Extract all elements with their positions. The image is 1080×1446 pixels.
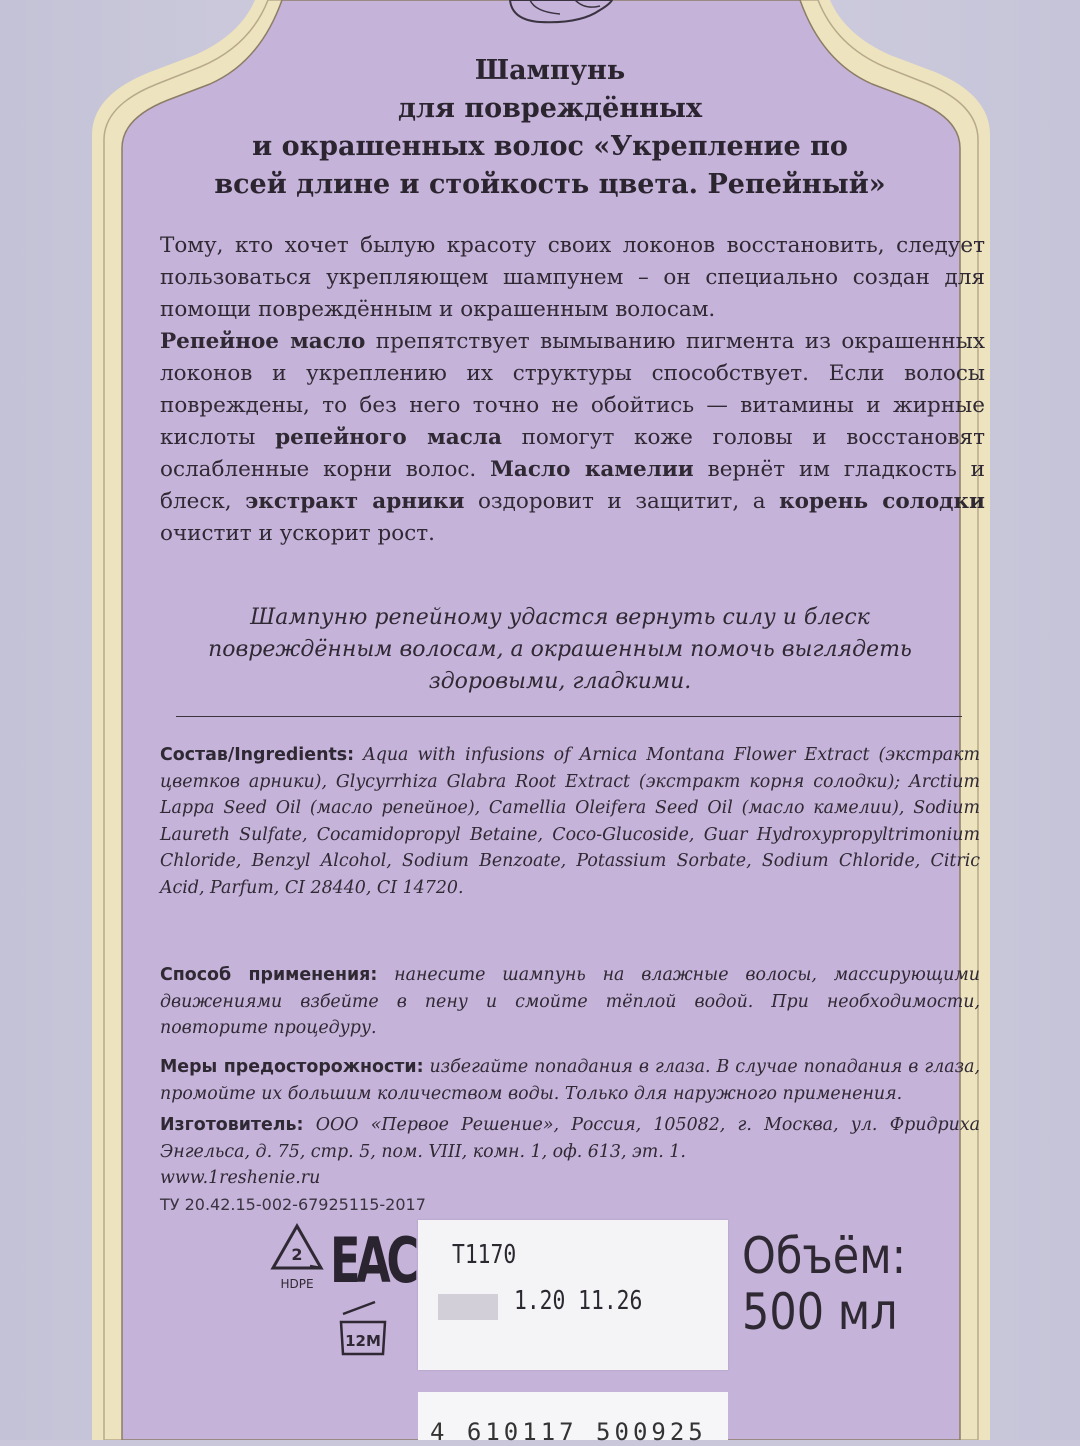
precautions-text: избегайте попадания в глаза. В случае попадания в глаза, промойте их большим количеством воды. Только для наружного применения. (160, 1057, 980, 1104)
batch-dates: 1.20 11.26 (514, 1286, 643, 1316)
description-text: препятствует вымыванию пигмента из окрашенных локонов и укреплению их структуры способствует. Если волосы повреждены, то без него точно не обойтись — витамины и жирные кислоты (160, 329, 985, 450)
pao-label: 12M (345, 1332, 381, 1350)
product-title (150, 52, 950, 204)
description-paragraph-1: Тому, кто хочет былую красоту своих локонов восстановить, следует пользоваться укрепляющем шампунем – он специально создан для помощи повреждённым и окрашенным волосам. (160, 233, 985, 322)
product-description (160, 230, 985, 550)
technical-standard: ТУ 20.42.15-002-67925115-2017 (160, 1194, 426, 1214)
batch-number: T1170 (452, 1240, 517, 1270)
volume-info (742, 1228, 906, 1340)
highlight-burdock-oil-2: репейного масла (275, 425, 502, 450)
volume-label: Объём: (742, 1227, 907, 1285)
recycle-hdpe-icon (268, 1222, 326, 1294)
eac-mark: EAC (330, 1224, 415, 1297)
barcode-digits: 4 610117 500925 (430, 1418, 707, 1446)
highlight-burdock-oil: Репейное масло (160, 329, 366, 354)
recycle-material: HDPE (280, 1277, 314, 1291)
highlight-licorice-root: корень солодки (779, 489, 985, 514)
highlight-arnica-extract: экстракт арники (245, 489, 465, 514)
manufacturer-block (160, 1112, 980, 1218)
pao-jar-icon (335, 1300, 391, 1358)
usage-text: нанесите шампунь на влажные волосы, массирующими движениями взбейте в пену и смойте тёплой водой. При необходимости, повторите процедуру. (160, 965, 980, 1038)
description-text: оздоровит и защитит, а (464, 489, 780, 514)
title-line-4: всей длине и стойкость цвета. Репейный» (214, 169, 886, 200)
title-line-1: Шампунь (474, 55, 626, 86)
composition-label: Состав/Ingredients: (160, 745, 355, 765)
manufacturer-label: Изготовитель: (160, 1115, 304, 1135)
precautions-label: Меры предосторожности: (160, 1057, 424, 1077)
manufacturer-text: ООО «Первое Решение», Россия, 105082, г. Москва, ул. Фридриха Энгельса, д. 75, стр. 5, пом. VIII, комн. 1, оф. 613, эт. 1. (160, 1115, 980, 1162)
description-paragraph-2 (160, 326, 985, 550)
recycle-number: 2 (291, 1245, 303, 1264)
precautions-block (160, 1054, 980, 1107)
manufacturer-line (160, 1112, 980, 1165)
website: www.1reshenie.ru (160, 1168, 321, 1188)
usage-block (160, 962, 980, 1042)
highlight-camellia-oil: Масло камелии (490, 457, 694, 482)
title-line-3: и окрашенных волос «Укрепление по (252, 131, 848, 162)
composition-block (160, 742, 980, 901)
composition-text: Aqua with infusions of Arnica Montana Flower Extract (экстракт цветков арники), Glycyrrhiza Glabra Root Extract (экстракт корня солодки); Arctium Lappa Seed Oil (масло репейное), Camellia Oleifera Seed Oil (масло камелии), Sodium Laureth Sulfate, Cocamidopropyl Betaine, Coco-Glucoside, Guar Hydroxypropyltrimonium Chloride, Benzyl Alcohol, Sodium Benzoate, Potassium Sorbate, Sodium Chloride, Citric Acid, Parfum, CI 28440, CI 14720. (160, 745, 980, 898)
divider (176, 716, 962, 717)
description-text: вернёт им гладкость и блеск, (160, 457, 985, 514)
title-line-2: для повреждённых (397, 93, 703, 124)
volume-value: 500 мл (742, 1283, 898, 1341)
usage-label: Способ применения: (160, 965, 378, 985)
sticker-smudge (438, 1294, 498, 1320)
description-text: помогут коже головы и восстановят ослабленные корни волос. (160, 425, 985, 482)
batch-sticker (418, 1220, 728, 1370)
tagline: Шампуню репейному удастся вернуть силу и блеск повреждённым волосам, а окрашенным помочь выглядеть здоровыми, гладкими. (208, 605, 912, 694)
description-text: очистит и ускорит рост. (160, 521, 436, 546)
